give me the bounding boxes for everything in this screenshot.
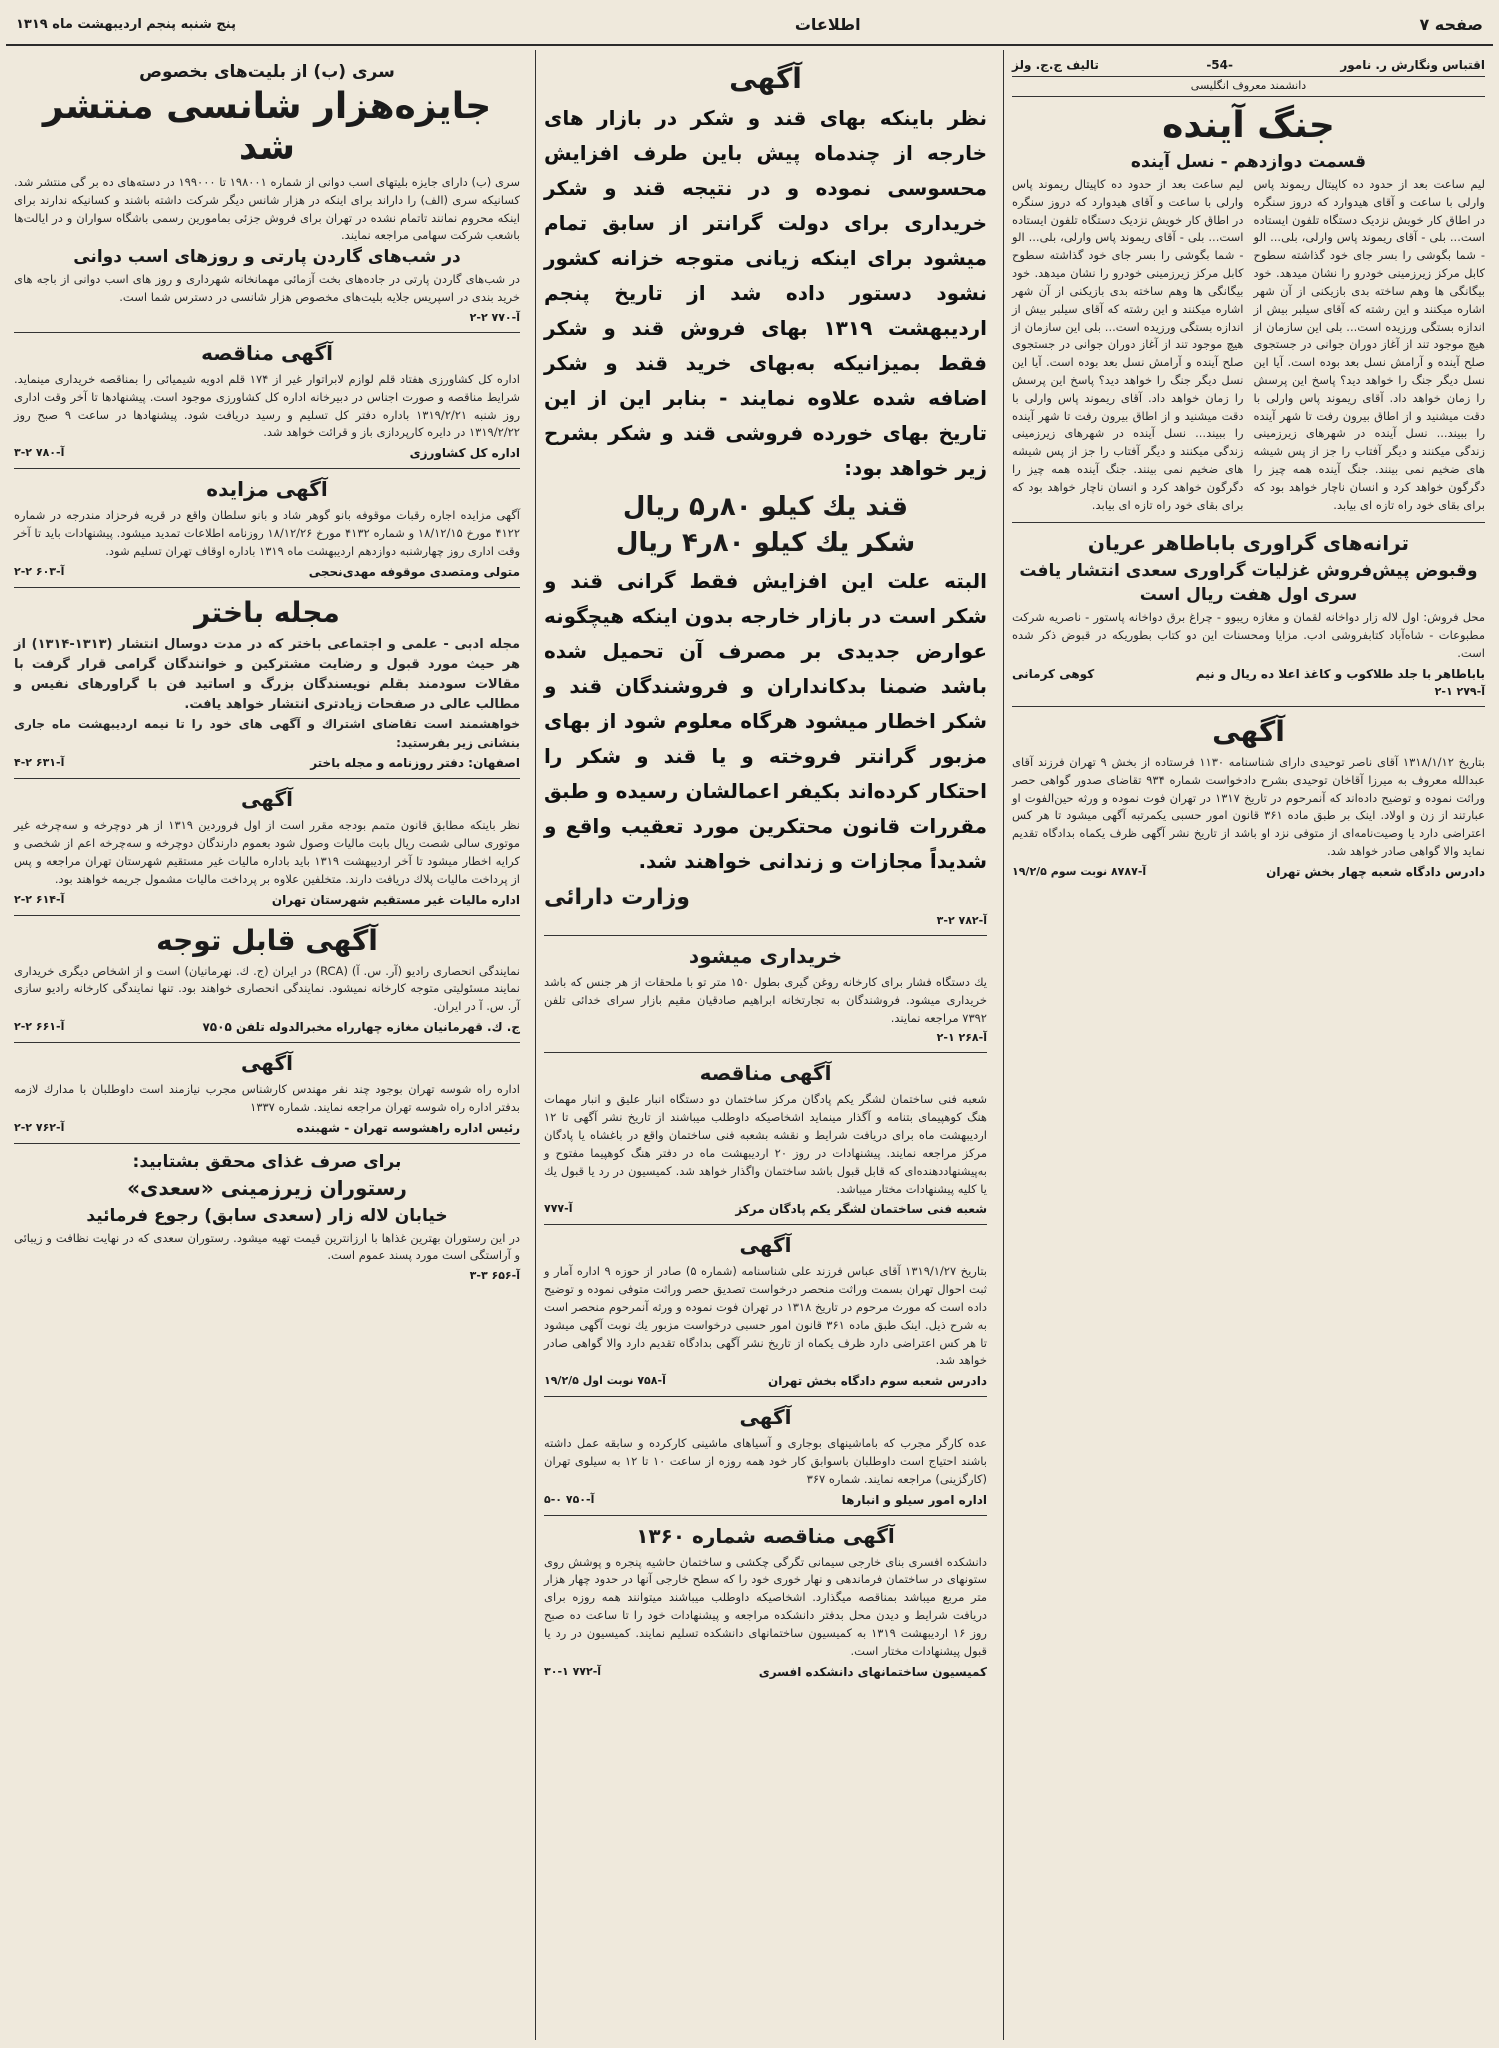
tender2-text: دانشکده افسری بنای خارجی سیمانی تگرگی چکشی و ساختمان حاشیه پنجره و پوشش روی ستونهای در ساختمان فرماندهی و نهار خوری خود را که سطح خارجی آنها در حدود چهار هزار متر مربع میباشد بمناقصه میگذارد. اشخاصیکه داوطلب میباشند میتوانند همه روزه برای دریافت شرایط و دیدن محل بدفتر دانشکده مراجعه و پیشنهادات خود را تا ساعت ده صبح روز ۱۶ اردیبهشت ۱۳۱۹ به کمیسیون ساختمانهای دانشکده تسلیم نمایند. کمیسیون در رد یا قبول پیشنهادات مختار است. bbox=[544, 1554, 987, 1658]
sugar-ad bbox=[544, 54, 987, 936]
restaurant-ad bbox=[14, 1144, 520, 1291]
road-title: آگهی bbox=[241, 1051, 293, 1075]
road-signer: رئیس اداره راهشوسه تهران - شهبنده bbox=[296, 1120, 520, 1135]
notice-title: آگهی bbox=[1212, 714, 1285, 748]
tender2-signer: کمیسیون ساختمانهای دانشکده افسری bbox=[758, 1664, 987, 1679]
serial-number: -54- bbox=[1206, 58, 1233, 72]
poems-code: آ-۲۷۹ ۱-۲ bbox=[1434, 684, 1485, 698]
auction-title: آگهی مزایده bbox=[206, 477, 328, 502]
tax-ad bbox=[14, 779, 520, 915]
agri-tender-ad bbox=[14, 333, 520, 469]
tax-signer: اداره مالیات غیر مستقیم شهرستان تهران bbox=[271, 892, 520, 907]
auction-signer: متولی ومتصدی موقوفه مهدی‌نحجی bbox=[308, 564, 520, 579]
serial-part: قسمت دوازدهم - نسل آینده bbox=[1130, 152, 1367, 172]
magazine-text: مجله ادبی - علمی و اجتماعی باختر که در مدت دوسال انتشار (۱۳۱۳-۱۳۱۴) از هر حیث مورد قبول و رضایت مشترکین و خوانندگان گرامی قرار گرفت با مقالات سودمند بقلم نویسندگان بزرگ و اساتید فن با گراورهای نفیس و مطالب عالی در صفحات زیادتری انتشار خواهد یافت. bbox=[14, 636, 520, 712]
author-subtitle: دانشمند معروف انگلیسی bbox=[1012, 77, 1485, 97]
sugar-text-2: البته علت این افزایش فقط گرانی قند و شکر است در بازار خارجه بدون اینکه هیچگونه عوارض جدیدی بر مصرف آن تحمیل شده باشد ضمنا بدکانداران و فروشندگان قند و شکر اخطار میشود هرگاه معلوم شود از بهای مزبور گرانتر فروخته و یا قند و شکر را احتکار کرده‌اند بکیفر اعمالشان رسیده و طبق مقررات قانون محتکرین مورد تعقیب واقع و شدیداً مجازات و زندانی خواهند شد. bbox=[544, 569, 987, 873]
notice-ad bbox=[1012, 707, 1485, 887]
road-code: آ-۷۶۲ ۲-۲ bbox=[14, 1120, 65, 1134]
newspaper-name: اطلاعات bbox=[794, 14, 861, 34]
sugar-price-2: شکر یك كیلو ۸۰ر۴ ریال bbox=[615, 528, 916, 558]
court-ad bbox=[544, 1225, 987, 1397]
tender-text: شعبه فنی ساختمان لشگر یکم پادگان مرکز ساختمان دو دستگاه انبار علیق و انبار مهمات هنگ کوهپیمای بتنامه و آگذار مینماید اشخاصیکه داوطلب میباشند از تاریخ نشر آگهی تا ۱۲ اردیبهشت ماه برای دریافت شرایط و نقشه بشعبه فنی ساختمان واقع در باغشاه یا پادگان مرکز مراجعه نمایند. پیشنهادات در روز ۲۰ اردیبهشت ماه در دفتر هنگ کوهپیما مفتوح و به‌پیشنهاددهنده‌ای که قابل قبول باشد ساختمان واگذار خواهد شد. کمیسیون در رد یا قبول یك یا کلیه پیشنهادات مختار میباشد. bbox=[544, 1092, 988, 1196]
right-column bbox=[1003, 50, 1493, 2040]
silo-code: آ-۷۵۰ ۰-۵ bbox=[544, 1492, 595, 1506]
notice-signer: دادرس دادگاه شعبه چهار بخش تهران bbox=[1266, 864, 1485, 879]
sugar-signer: وزارت دارائی bbox=[544, 885, 690, 910]
silo-ad bbox=[544, 1397, 987, 1515]
poems-sub2: سری اول هفت ریال است bbox=[1139, 585, 1358, 606]
adapter-credit: اقتباس ونگارش ر. نامور bbox=[1340, 58, 1485, 72]
restaurant-kicker: برای صرف غذای محقق بشتابید: bbox=[132, 1151, 402, 1172]
tender-title: آگهی مناقصه bbox=[699, 1061, 832, 1086]
auction-code: آ-۶۰۳ ۲-۲ bbox=[14, 564, 65, 578]
court-signer: دادرس شعبه سوم دادگاه بخش تهران bbox=[767, 1374, 987, 1389]
road-ad bbox=[14, 1043, 520, 1144]
page-number: صفحه ۷ bbox=[1419, 14, 1483, 34]
poems-ad bbox=[1012, 523, 1485, 706]
issue-date: پنج شنبه پنجم اردیبهشت ماه ۱۳۱۹ bbox=[16, 16, 236, 32]
radio-ad bbox=[14, 916, 520, 1043]
buy-ad bbox=[544, 936, 987, 1053]
agri-tender-code: آ-۷۸۰ ۲-۳ bbox=[14, 446, 65, 460]
lottery-code: آ-۷۷۰ ۲-۲ bbox=[469, 310, 520, 324]
serial-title: جنگ آینده bbox=[1162, 105, 1335, 146]
left-column bbox=[6, 50, 528, 2040]
lottery-text: سری (ب) دارای جایزه بلیتهای اسب دوانی از شماره ۱۹۸۰۰۱ تا ۱۹۹۰۰۰ در دسته‌های ده بر گی منتشر شد. کسانیکه سری (الف) را داراند برای اینکه در هزار شانس دیگر شرکت داشته باشند و کسانیکه ندارند برای اینکه محروم نمانند تاتمام نشده در تهران برای فروش جزئی بمامورین رسمی باشگاه سواران و در ایالت‌ها باشعب شرکت سهامی مراجعه نمایند. bbox=[14, 175, 520, 243]
sugar-code: آ-۷۸۲ ۲-۳ bbox=[936, 914, 987, 927]
serial-text: لیم ساعت بعد از حدود ده کاپیتال ریموند پاس وارلی با ساعت و آقای هیدوارد که دروز سنگره در اطاق کار خویش نزدیک دستگاه تلفون ایستاده است... بلی - آقای ریموند پاس وارلی، بلی... الو - شما بگوشی را بسر جای خود گذاشته سطوح کابل مرکز زیرزمینی خودرو را نشان میدهد. خود بیگانگی ها وهم ساخته بدی بازیکنی از آن شهر اشاره میکنند و این رشته که آقای سیلبر بیش از اندازه بستگی ورزیده است... بلی این سازمان از هیچ موجود تند از آغاز دوران جوانی در جستجوی صلح آینده و آرامش نسل بعد بوده است. آیا این نسل دیگر جنگ را خواهد دید؟ پاسخ این پرسش را زمان خواهد داد. آقای ریموند پاس وارلی با دقت میشنید و از اطاق بیرون رفت تا شهر آینده را ببیند... نسل آینده در شهرهای زیرزمینی زندگی میکنند و دیگر آفتاب را جز از پس شیشه های ضخیم نمی بینند. جنگ آینده همه چیز را دگرگون خواهد کرد و انسان ناچار خواهد بود که برای بقای خود راه تازه ای بیابد. bbox=[1253, 177, 1485, 512]
restaurant-title: رستوران زیرزمینی «سعدی» bbox=[127, 1175, 407, 1200]
restaurant-text: در این رستوران بهترین غذاها با ارزانترین قیمت تهیه میشود. رستوران سعدی که در نهایت نظافت و زیبائی و آراستگی است مورد پسند عموم است. bbox=[14, 1230, 520, 1263]
buy-code: آ-۲۶۸ ۱-۲ bbox=[936, 1031, 987, 1045]
restaurant-code: آ-۶۵۶ ۳-۳ bbox=[469, 1269, 520, 1283]
agri-tender-title: آگهی مناقصه bbox=[201, 340, 333, 365]
sugar-text: نظر باینکه بهای قند و شکر در بازار های خارجه از چندماه پیش باین طرف افزایش محسوسی نموده و در نتیجه قند و شکر خریداری برای دولت گرانتر از سابق تمام میشود برای اینکه زیانی متوجه خزانه کشور نشود دستور داده شد از تاریخ پنجم اردیبهشت ۱۳۱۹ بهای فروش قند و شکر فقط بمیزانیکه به‌بهای خرید قند و شکر اضافه شده علاوه نمایند - بنابر این از این تاریخ بهای خورده فروشی قند و شکر بشرح زیر خواهد بود: bbox=[544, 106, 988, 480]
silo-signer: اداره امور سیلو و انبارها bbox=[841, 1492, 987, 1507]
poems-footer: باباطاهر با جلد‌ طلاکوب و کاغذ اعلا ده ریال و نیم bbox=[1195, 666, 1485, 681]
tender-ad bbox=[544, 1053, 987, 1225]
lottery-title: جایزه‌هزار شانسی منتشر شد bbox=[42, 86, 492, 168]
magazine-code: آ-۶۳۱ ۲-۴ bbox=[14, 756, 65, 770]
lottery-kicker: سری (ب) از بلیت‌های بخصوص bbox=[139, 62, 395, 82]
magazine-title: مجله باختر bbox=[194, 595, 340, 629]
notice-text: بتاریخ ۱۳۱۸/۱/۱۲ آقای ناصر توحیدی دارای شناسنامه ۱۱۳۰ فرستاده از بخش ۹ تهران فرزند آقای عبدالله معروف به میرزا آقاخان توحیدی بشرح دادخواست شماره ۹۳۴ تقاضای صدور گواهی حصر وراثت نموده و توضیح داده‌اند که آنمرحوم در تاریخ ۱۳۱۷ در تهران فوت نموده و ورثه حین‌الفوت او عبارتند از زن و اولاد. اینک بر طبق ماده ۳۶۱ قانون امور حسبی یکمرتبه آگهی میشود تا هر کس اعتراضی دارد یا وصیت‌نامه‌ای از متوفی نزد او باشد از تاریخ نشر آگهی ظرف یکماه بدادگاه تقدیم نماید والا گواهی صادر خواهد شد. bbox=[1012, 754, 1486, 858]
lottery-sub: در شب‌های گاردن پارتی و روز‌های اسب دوانی bbox=[73, 247, 461, 268]
middle-column bbox=[535, 50, 995, 2040]
court-text: بتاریخ ۱۳۱۹/۱/۲۷ آقای عباس فرزند علی شناسنامه (شماره ۵) صادر از حوزه ۹ اداره آمار و ثبت احوال تهران بسمت وراثت منحصر درخواست تصدیق حصر وراثت متوفی نموده و توضیح داده است که مورث مرحوم در تاریخ ۱۳۱۸ در تهران فوت نموده و ورثه آنمرحوم منحصر است به شرح ذیل. اینک طبق ماده ۳۶۱ قانون امور حسبی درخواست مزبور یك نوبت آگهی میشود تا هر کس اعتراضی دارد ظرف یکماه از تاریخ نشر آگهی بدادگاه تقدیم دارد والا گواهی صادر خواهد شد. bbox=[544, 1264, 988, 1368]
agri-tender-signer: اداره کل کشاورزی bbox=[409, 446, 520, 461]
lottery-ad bbox=[14, 54, 520, 333]
radio-title: آگهی قابل توجه bbox=[156, 923, 378, 957]
court-title: آگهی bbox=[739, 1233, 792, 1258]
poems-title: ترانه‌های گراوری باباطاهر عریان bbox=[1087, 531, 1410, 556]
author-credit: تالیف ج.ج. ولز bbox=[1012, 58, 1099, 72]
lottery-text-2: در شب‌های گاردن پارتی در جاده‌های بخت آزمائی مهمانخانه شهرداری و روز های اسب دوانی از باجه های خرید بندی در اسپریس جلایه بلیت‌های مخصوص هزار شانسی در دسترس شما است. bbox=[14, 272, 520, 305]
tax-title: آگهی bbox=[241, 787, 293, 812]
tax-text: نظر باینکه مطابق قانون متمم بودجه مقرر است از اول فروردین ۱۳۱۹ از هر دوچرخه و سه‌چرخه غیر موتوری سالی شصت ریال بابت مالیات وصول شود بعموم دارندگان دوچرخه و سه‌چرخه اعم از شخصی و کرایه اخطار میشود تا آخر اردیبهشت ۱۳۱۹ باید باداره مالیات غیر مستقیم شهرستان تهران مراجعه و پس از پرداخت مالیات پلاك دریافت دارند. متخلفین علاوه بر پرداخت مالیات مشمول جریمه خواهند بود. bbox=[14, 818, 520, 886]
buy-text: یك دستگاه فشار برای کارخانه روغن گیری بطول ۱۵۰ متر تو با ملحقات از هر جنس که باشد خریداری میشود. فروشندگان به تجارتخانه ابراهیم صادقیان مقیم بازار سرای خدائی تلفن ۷۳۹۲ مراجعه نمایند. bbox=[544, 975, 987, 1025]
tax-code: آ-۶۱۴ ۲-۲ bbox=[14, 892, 65, 906]
page-header bbox=[6, 4, 1493, 46]
radio-text: نمایندگی انحصاری رادیو (آر. س. آ) (RCA) در ایران (ج. ك. نهرمانیان) است و از اشخاص دیگری خریداری نمایند مسئولیتی متوجه کارخانه نمیشود. نمایندگی انحصاری خواهند بود. تنها نمایندگی کارخانه رادیو سازی آر. س. آ در ایران. bbox=[14, 963, 521, 1014]
magazine-address: اصفهان: دفتر روزنامه و مجله باختر bbox=[310, 756, 520, 771]
court-code: آ-۷۵۸ نوبت اول ۱۹/۲/۵ bbox=[544, 1374, 666, 1388]
serial-story bbox=[1012, 97, 1485, 523]
silo-text: عده کارگر مجرب که باماشینهای بوجاری و آسیاهای ماشینی کارکرده و سابقه عمل داشته باشند احتیاج است داوطلبان باسوابق کار خود همه روزه از ساعت ۱۰ تا ۱۲ به سیلوی تهران (کارگزینی) مراجعه نمایند. شماره ۳۶۷ bbox=[544, 1436, 987, 1486]
notice-code: آ-۸۷۸۷ نوبت سوم ۱۹/۲/۵ bbox=[1012, 864, 1147, 878]
tender2-title: آگهی مناقصه شماره ۱۳۶۰ bbox=[636, 1523, 895, 1548]
tender-signer: شعبه فنی ساختمان لشگر یکم پادگان مرکز bbox=[735, 1202, 987, 1217]
magazine-text-2: خواهشمند است تقاضای اشتراك و آگهی های خود را تا نیمه اردیبهشت ماه جاری بنشانی زیر بفرستید: bbox=[14, 717, 520, 750]
sugar-price-1: قند یك كیلو ۸۰ر۵ ریال bbox=[622, 492, 909, 522]
road-text: اداره راه شوسه تهران بوجود چند نفر مهندس کارشناس مجرب نیازمند است داوطلبان با مدارك لازمه بدفتر اداره راه شوسه تهران مراجعه نمایند. شماره ۱۳۳۷ bbox=[14, 1082, 520, 1114]
radio-address: ج. ك. قهرمانیان مغازه چهارراه مخبرالدوله تلفن ۷۵۰۵ bbox=[202, 1020, 520, 1034]
tender2-ad bbox=[544, 1516, 987, 1687]
poems-sub1: وقبوض پیش‌فروش غزلیات گراوری سعدی انتشار یافت bbox=[1019, 561, 1478, 582]
silo-title: آگهی bbox=[739, 1405, 792, 1430]
restaurant-sub: خیابان لاله زار (سعدی سابق) رجوع فرمائید bbox=[86, 1205, 448, 1226]
radio-code: آ-۶۶۱ ۲-۲ bbox=[14, 1020, 65, 1033]
serial-text-cont: لیم ساعت بعد از حدود ده کاپیتال ریموند پاس وارلی با ساعت و آقای هیدوارد که دروز سنگره در اطاق کار خویش نزدیک دستگاه تلفون ایستاده است... بلی - آقای ریموند پاس وارلی، بلی... الو - شما بگوشی را بسر جای خود گذاشته سطوح کابل مرکز زیرزمینی خودرو را نشان میدهد. خود بیگانگی ها وهم ساخته بدی بازیکنی از آن شهر اشاره میکنند و این رشته که آقای سیلبر بیش از اندازه بستگی ورزیده است... بلی این سازمان از هیچ موجود تند از آغاز دوران جوانی در جستجوی صلح آینده و آرامش نسل بعد بوده است. آیا این نسل دیگر جنگ را خواهد دید؟ پاسخ این پرسش را زمان خواهد داد. آقای ریموند پاس وارلی با دقت میشنید و از اطاق بیرون رفت تا شهر آینده را ببیند... نسل آینده در شهرهای زیرزمینی زندگی میکنند و دیگر آفتاب را جز از پس شیشه های ضخیم نمی بینند. جنگ آینده همه چیز را دگرگون خواهد کرد و انسان ناچار خواهد بود که برای بقای خود راه تازه ای بیابد. bbox=[1012, 177, 1244, 512]
buy-title: خریداری میشود bbox=[688, 944, 843, 968]
auction-text: آگهی مزایده اجاره رقبات موقوفه بانو گوهر شاد و بانو سلطان واقع در قریه فرحزاد مندرجه در شماره ۴۱۲۲ مورخ ۱۸/۱۲/۱۵ و شماره ۴۱۳۲ مورخ ۱۸/۱۲/۲۶ روزنامه اطلاعات تمدید میشود. پیشنهادات باید تا آخر وقت اداری روز چهارشنبه دوازدهم اردیبهشت ماه ۱۳۱۹ باداره اوقاف تهران تسلیم شود. bbox=[14, 508, 521, 558]
tender2-code: آ-۷۷۲ ۱-۳۰ bbox=[544, 1664, 602, 1678]
magazine-ad bbox=[14, 588, 520, 780]
serial-credit bbox=[1012, 54, 1485, 77]
sugar-title: آگهی bbox=[729, 62, 802, 95]
poems-text: محل فروش: اول لاله زار دواخانه لقمان و مغازه ریبوو - چراغ برق دواخانه پاستور - ناصریه شرکت مطبوعات - شاه‌آباد کتابفروشی ادب. مزایا ومحسنات این دو کتاب بطوریکه در قبوض ذکر شده است. bbox=[1012, 610, 1485, 661]
tender-code: آ-۷۷۷ bbox=[544, 1202, 573, 1216]
poems-signer: کوهی کرمانی bbox=[1012, 666, 1095, 681]
auction-ad bbox=[14, 469, 520, 587]
agri-tender-text: اداره کل کشاورزی هفتاد قلم لوازم لابراتوار غیر از ۱۷۴ قلم ادویه شیمیائی را بمناقصه خریداری مینماید. شرایط مناقصه و صورت اجناس در دبیرخانه اداره کل کشاورزی موجود است. پیشنهادها تا آخر وقت اداری روز شنبه ۱۳۱۹/۲/۲۱ باداره دفتر کل تسلیم و رسید دریافت شود. پیشنهادها در ساعت ۹ صبح روز ۱۳۱۹/۲/۲۲ در دایره کارپردازی باز و قرائت خواهد شد. bbox=[14, 371, 521, 440]
